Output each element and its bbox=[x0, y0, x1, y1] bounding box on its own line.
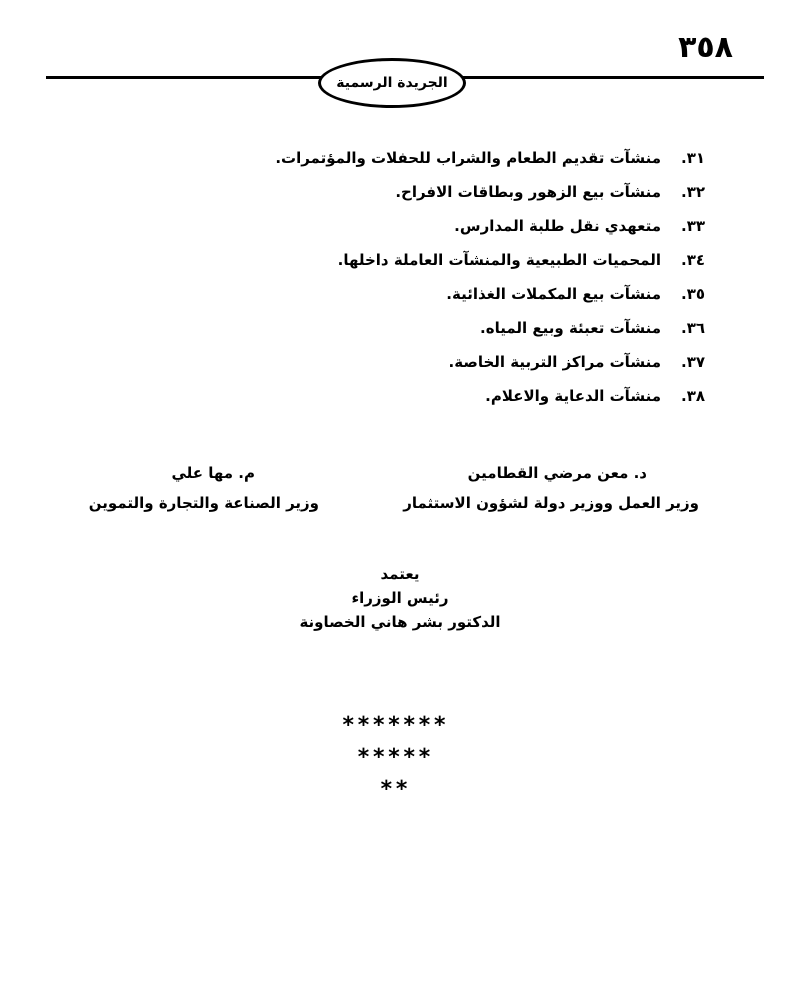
list-item bbox=[275, 345, 705, 379]
item-text: منشآت مراكز التربية الخاصة. bbox=[448, 353, 661, 371]
item-number: ٣٨. bbox=[680, 387, 705, 405]
prime-minister-approval bbox=[250, 562, 550, 634]
separator-line: ** bbox=[379, 777, 411, 802]
list-item bbox=[275, 141, 705, 175]
item-text: منشآت بيع الزهور وبطاقات الافراح. bbox=[395, 183, 661, 201]
signatory-title: وزير الصناعة والتجارة والتموين bbox=[88, 494, 319, 512]
item-number: ٣٦. bbox=[680, 319, 705, 337]
list-item bbox=[275, 277, 705, 311]
list-item bbox=[275, 243, 705, 277]
approval-position: رئيس الوزراء bbox=[351, 589, 449, 607]
signatory-name: د. معن مرضي القطامين bbox=[467, 464, 647, 482]
separator-line: ***** bbox=[356, 745, 434, 770]
item-text: منشآت الدعاية والاعلام. bbox=[485, 387, 661, 405]
item-number: ٣٥. bbox=[680, 285, 705, 303]
item-text: منشآت تعبئة وبيع المياه. bbox=[480, 319, 661, 337]
approval-name: الدكتور بشر هاني الخصاونة bbox=[299, 613, 501, 631]
item-text: متعهدي نقل طلبة المدارس. bbox=[454, 217, 661, 235]
list-item bbox=[275, 209, 705, 243]
list-item bbox=[275, 175, 705, 209]
gazette-title-oval bbox=[318, 58, 466, 108]
signature-industry-minister bbox=[89, 458, 319, 518]
item-text: المحميات الطبيعية والمنشآت العاملة داخلها. bbox=[337, 251, 661, 269]
page-number: ٣٥٨ bbox=[678, 30, 733, 65]
item-text: منشآت تقديم الطعام والشراب للحفلات والمؤتمرات. bbox=[275, 149, 661, 167]
signature-labor-minister bbox=[403, 458, 699, 518]
gazette-title: الجريدة الرسمية bbox=[336, 75, 448, 91]
facilities-list bbox=[275, 141, 705, 413]
item-number: ٣٢. bbox=[680, 183, 705, 201]
end-separator bbox=[300, 710, 490, 806]
item-text: منشآت بيع المكملات الغذائية. bbox=[446, 285, 661, 303]
signatory-name: م. مها علي bbox=[171, 464, 255, 482]
list-item bbox=[275, 311, 705, 345]
item-number: ٣٣. bbox=[680, 217, 705, 235]
approval-label: يعتمد bbox=[380, 565, 420, 583]
item-number: ٣٤. bbox=[680, 251, 705, 269]
item-number: ٣٧. bbox=[680, 353, 705, 371]
list-item bbox=[275, 379, 705, 413]
separator-line: ******* bbox=[341, 713, 449, 738]
signatory-title: وزير العمل ووزير دولة لشؤون الاستثمار bbox=[403, 494, 699, 512]
item-number: ٣١. bbox=[680, 149, 705, 167]
